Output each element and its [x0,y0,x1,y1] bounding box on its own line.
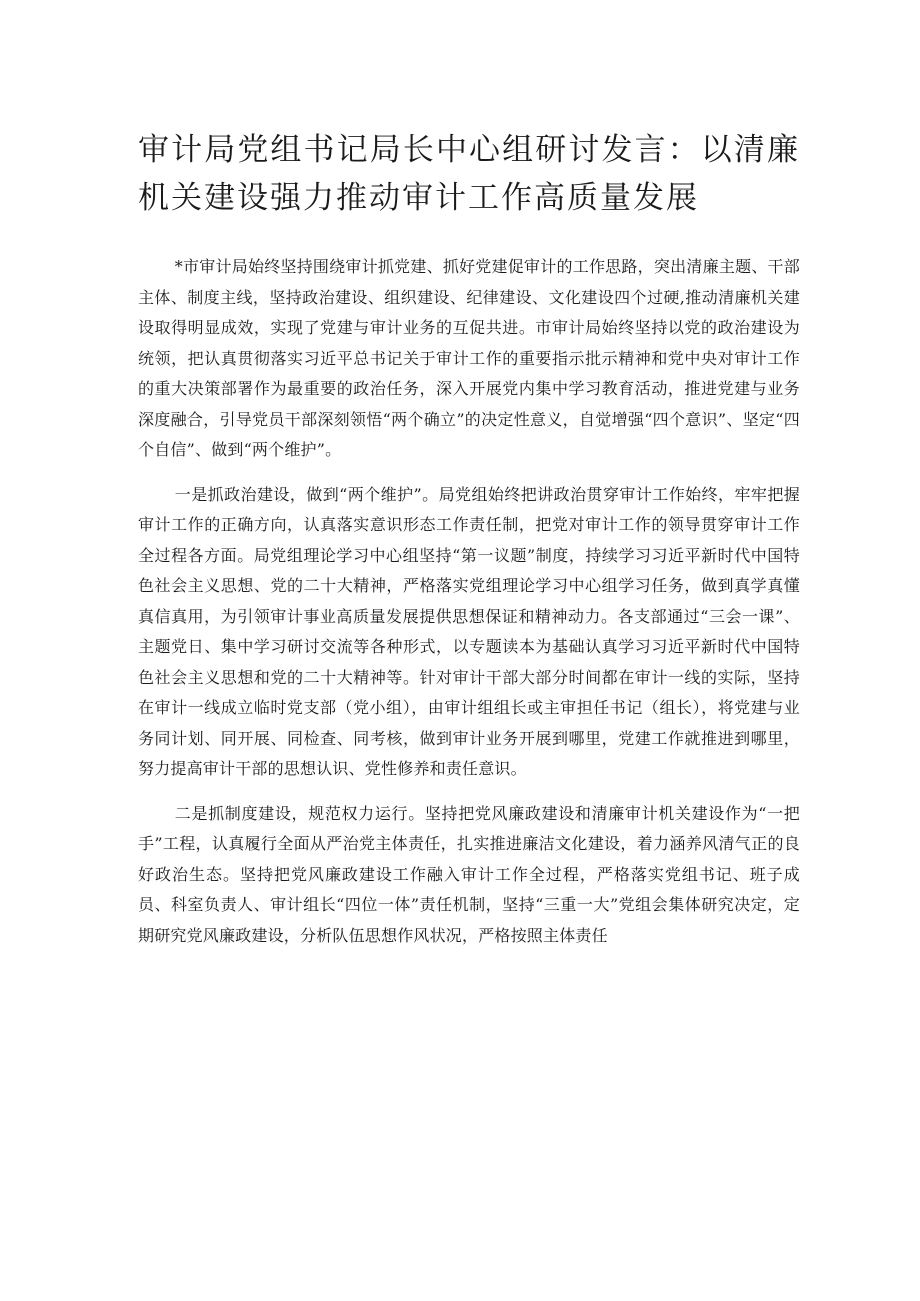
paragraph-political-building: 一是抓政治建设，做到“两个维护”。局党组始终把讲政治贯穿审计工作始终，牢牢把握审计工作的正确方向，认真落实意识形态工作责任制，把党对审计工作的领导贯穿审计工作全过程各方面。局党组理论学习中心组坚持“第一议题”制度，持续学习习近平新时代中国特色社会主义思想、党的二十大精神，严格落实党组理论学习中心组学习任务，做到真学真懂真信真用，为引领审计事业高质量发展提供思想保证和精神动力。各支部通过“三会一课”、主题党日、集中学习研讨交流等各种形式，以专题读本为基础认真学习习近平新时代中国特色社会主义思想和党的二十大精神等。针对审计干部大部分时间都在审计一线的实际，坚持在审计一线成立临时党支部（党小组），由审计组组长或主审担任书记（组长），将党建与业务同计划、同开展、同检查、同考核，做到审计业务开展到哪里，党建工作就推进到哪里，努力提高审计干部的思想认识、党性修养和责任意识。 [138,484,800,778]
document-page [138,126,800,965]
document-title: 审计局党组书记局长中心组研讨发言：以清廉机关建设强力推动审计工作高质量发展 [138,132,800,216]
paragraph-intro: *市审计局始终坚持围绕审计抓党建、抓好党建促审计的工作思路，突出清廉主题、干部主体、制度主线，坚持政治建设、组织建设、纪律建设、文化建设四个过硬,推动清廉机关建设取得明显成效，实现了党建与审计业务的互促共进。市审计局始终坚持以党的政治建设为统领，把认真贯彻落实习近平总书记关于审计工作的重要指示批示精神和党中央对审计工作的重大决策部署作为最重要的政治任务，深入开展党内集中学习教育活动，推进党建与业务深度融合，引导党员干部深刻领悟“两个确立”的决定性意义，自觉增强“四个意识”、坚定“四个自信”、做到“两个维护”。 [138,257,800,459]
paragraph-institution-building: 二是抓制度建设，规范权力运行。坚持把党风廉政建设和清廉审计机关建设作为“一把手”工程，认真履行全面从严治党主体责任，扎实推进廉洁文化建设，着力涵养风清气正的良好政治生态。坚持把党风廉政建设工作融入审计工作全过程，严格落实党组书记、班子成员、科室负责人、审计组长“四位一体”责任机制，坚持“三重一大”党组会集体研究决定，定期研究党风廉政建设，分析队伍思想作风状况，严格按照主体责任 [138,803,800,945]
